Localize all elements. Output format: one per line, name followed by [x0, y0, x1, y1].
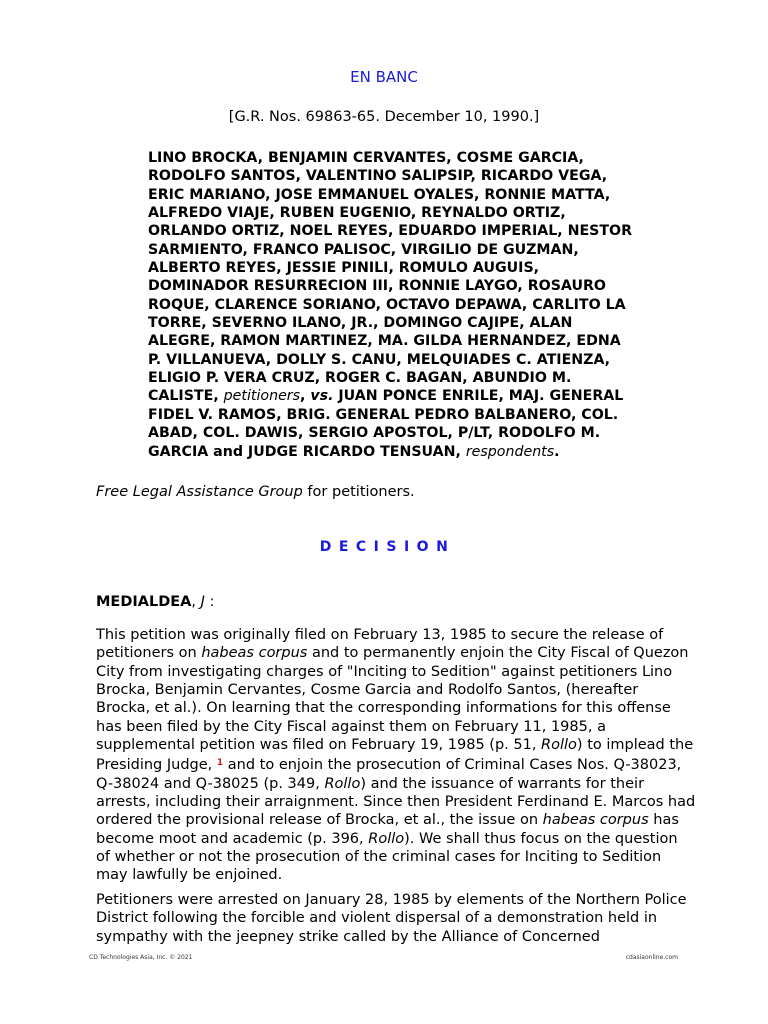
- paragraph-emphasis: Rollo: [368, 830, 405, 847]
- paragraph-text: and to permanently enjoin the City Fiscal of Quezon City from investigating charges of "Inciting to Sedition" against petitioners Lino Brocka, Benjamin Cervantes, Cosme Garcia and Rodolfo Santos, (hereafter Brocka, et al.). On learning that the corresponding informations for this offense has been filed by the City Fiscal against them on February 11, 1985, a supplemental petition was filed on February 19, 1985 (p. 51,: [96, 645, 689, 754]
- paragraph-text: has become moot and academic (p. 396,: [96, 812, 679, 847]
- footnote-link[interactable]: 1: [216, 758, 224, 769]
- footer-website[interactable]: cdasiaonline.com: [625, 954, 678, 961]
- petitioners-names: LINO BROCKA, BENJAMIN CERVANTES, COSME GARCIA, RODOLFO SANTOS, VALENTINO SALIPSIP, RICARDO VEGA, ERIC MARIANO, JOSE EMMANUEL OYALES, RONNIE MATTA, ALFREDO VIAJE, RUBEN EUGENIO, REYNALDO ORTIZ, ORLANDO ORTIZ, NOEL REYES, EDUARDO IMPERIAL, NESTOR SARMIENTO, FRANCO PALISOC, VIRGILIO DE GUZMAN, ALBERTO REYES, JESSIE PINILI, ROMULO AUGUIS, DOMINADOR RESURRECION III, RONNIE LAYGO, ROSAURO ROQUE, CLARENCE SORIANO, OCTAVO DEPAWA, CARLITO LA TORRE, SEVERNO ILANO, JR., DOMINGO CAJIPE, ALAN ALEGRE, RAMON MARTINEZ, MA. GILDA HERNANDEZ, EDNA P. VILLANUEVA, DOLLY S. CANU, MELQUIADES C. ATIENZA, ELIGIO P. VERA CRUZ, ROGER C. BAGAN, ABUNDIO M. CALISTE: [148, 150, 633, 405]
- footer-copyright: CD Technologies Asia, Inc. © 2021: [89, 954, 193, 961]
- petitioners-role: petitioners: [223, 388, 301, 405]
- counsel-line: [96, 484, 415, 500]
- respondents-role: respondents: [465, 443, 555, 460]
- ponente-title: J: [200, 594, 205, 610]
- ponente-line: [96, 594, 214, 610]
- case-number: [G.R. Nos. 69863-65. December 10, 1990.]: [228, 109, 540, 125]
- ponente-name: MEDIALDEA: [96, 594, 192, 610]
- paragraph-text: This petition was originally filed on February 13, 1985 to secure the release of petitioners on: [96, 627, 664, 662]
- parties-separator: ,: [455, 443, 466, 460]
- ponente-end: :: [204, 594, 215, 610]
- paragraph-emphasis: Rollo: [541, 737, 577, 754]
- paragraph-text: ) and the issuance of warrants for their arrests, including their arraignment. Since then President Ferdinand E. Marcos had ordered the provisional release of Brocka, et al., the issue on: [96, 775, 696, 829]
- decision-heading: DECISION: [319, 539, 456, 555]
- paragraph-emphasis: Rollo: [324, 775, 361, 792]
- parties-separator: ,: [213, 388, 224, 405]
- paragraph-text: ). We shall thus focus on the question of whether or not the prosecution of the criminal cases for Inciting to Sedition may lawfully be enjoined.: [96, 830, 678, 884]
- counsel-rest: for petitioners.: [302, 484, 415, 500]
- paragraph-2: Petitioners were arrested on January 28, 1985 by elements of the Northern Police District following the forcible and violent dispersal of a demonstration held in sympathy with the jeepney strike called by the Alliance of Concerned: [96, 892, 687, 945]
- counsel-name: Free Legal Assistance Group: [96, 484, 303, 500]
- paragraph-emphasis: habeas corpus: [201, 645, 308, 662]
- respondents-names: JUAN PONCE ENRILE, MAJ. GENERAL FIDEL V. RAMOS, BRIG. GENERAL PEDRO BALBANERO, COL. ABAD, COL. DAWIS, SERGIO APOSTOL, P/LT, RODOLFO M. GARCIA and JUDGE RICARDO TENSUAN: [148, 388, 624, 460]
- versus-label: vs.: [310, 388, 334, 405]
- paragraph-text: and to enjoin the prosecution of Criminal Cases Nos. Q-38023, Q-38024 and Q-38025 (p. 349,: [96, 757, 682, 792]
- case-parties: [148, 149, 638, 461]
- paragraph-text: ) to implead the Presiding Judge,: [96, 737, 694, 774]
- paragraph-emphasis: habeas corpus: [542, 812, 649, 829]
- parties-end: .: [554, 443, 560, 460]
- parties-separator: ,: [300, 388, 311, 405]
- division-label: EN BANC: [350, 68, 418, 86]
- paragraph-1: [96, 626, 696, 885]
- ponente-separator: ,: [191, 594, 201, 610]
